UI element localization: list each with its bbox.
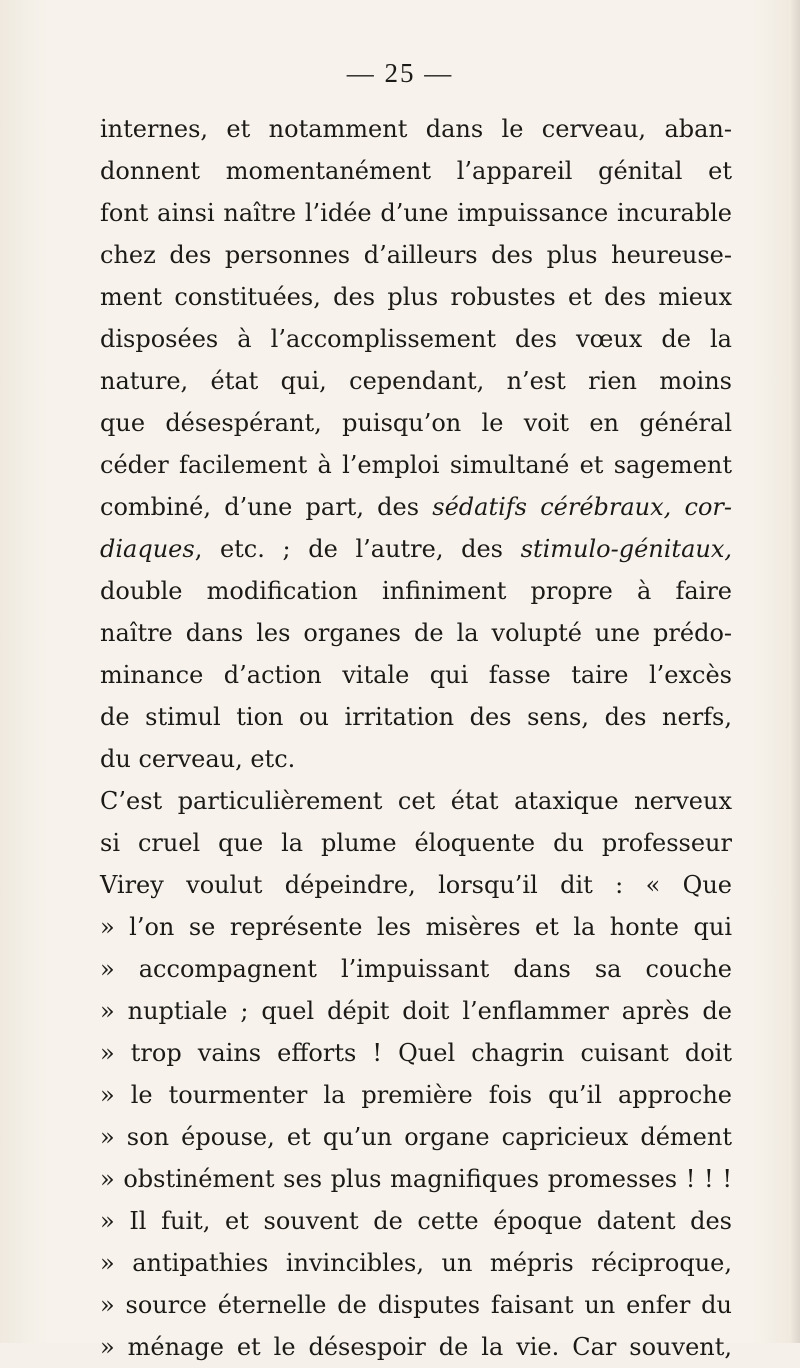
text-line: donnent momentanément l’appareil génital et [100,157,732,185]
text-line: si cruel que la plume éloquente du professeur [100,829,732,857]
italic-segment: diaques [100,535,195,563]
text-line: double modification infiniment propre à faire [100,577,732,605]
text-line: nature, état qui, cependant, n’est rien moins [100,367,732,395]
text-line: chez des personnes d’ailleurs des plus heureuse- [100,241,732,269]
text-line: de stimul tion ou irritation des sens, des nerfs, [100,703,732,731]
text-line: minance d’action vitale qui fasse taire l’excès [100,661,732,689]
text-line: céder facilement à l’emploi simultané et sagement [100,451,732,479]
text-line: » son épouse, et qu’un organe capricieux dément [100,1123,732,1151]
page-edge-shadow [790,0,800,1343]
text-line [100,486,732,528]
text-line: internes, et notamment dans le cerveau, aban- [100,115,732,143]
text-line [100,528,732,570]
text-line: » obstinément ses plus magnifiques promesses ! ! ! [100,1165,732,1193]
text-line: disposées à l’accomplissement des vœux de la [100,325,732,353]
text-line: naître dans les organes de la volupté une prédo- [100,619,732,647]
text-line: » source éternelle de disputes faisant un enfer du [100,1291,732,1319]
text-line: C’est particulièrement cet état ataxique nerveux [100,787,732,815]
text-line: » Il fuit, et souvent de cette époque datent des [100,1207,732,1235]
italic-segment: stimulo-génitaux, [520,535,732,563]
text-line: font ainsi naître l’idée d’une impuissance incurable [100,199,732,227]
text-line: » le tourmenter la première fois qu’il approche [100,1081,732,1109]
text-line: » l’on se représente les misères et la honte qui [100,913,732,941]
body-text [100,108,732,1368]
text-line: du cerveau, etc. [100,745,296,773]
text-line: ment constituées, des plus robustes et des mieux [100,283,732,311]
text-line: » accompagnent l’impuissant dans sa couche [100,955,732,983]
text-line: Virey voulut dépeindre, lorsqu’il dit : « Que [100,871,732,899]
text-segment: , etc. ; de l’autre, des [194,535,521,563]
text-line: que désespérant, puisqu’on le voit en général [100,409,732,437]
text-line: » antipathies invincibles, un mépris réciproque, [100,1249,732,1277]
page-number: — 25 — [346,58,454,88]
text-segment: combiné, d’une part, des [100,493,433,521]
text-line: » ménage et le désespoir de la vie. Car souvent, [100,1333,732,1361]
italic-segment: sédatifs cérébraux, cor- [432,493,732,521]
text-line: » trop vains efforts ! Quel chagrin cuisant doit [100,1039,732,1067]
text-line: » nuptiale ; quel dépit doit l’enflammer après de [100,997,732,1025]
